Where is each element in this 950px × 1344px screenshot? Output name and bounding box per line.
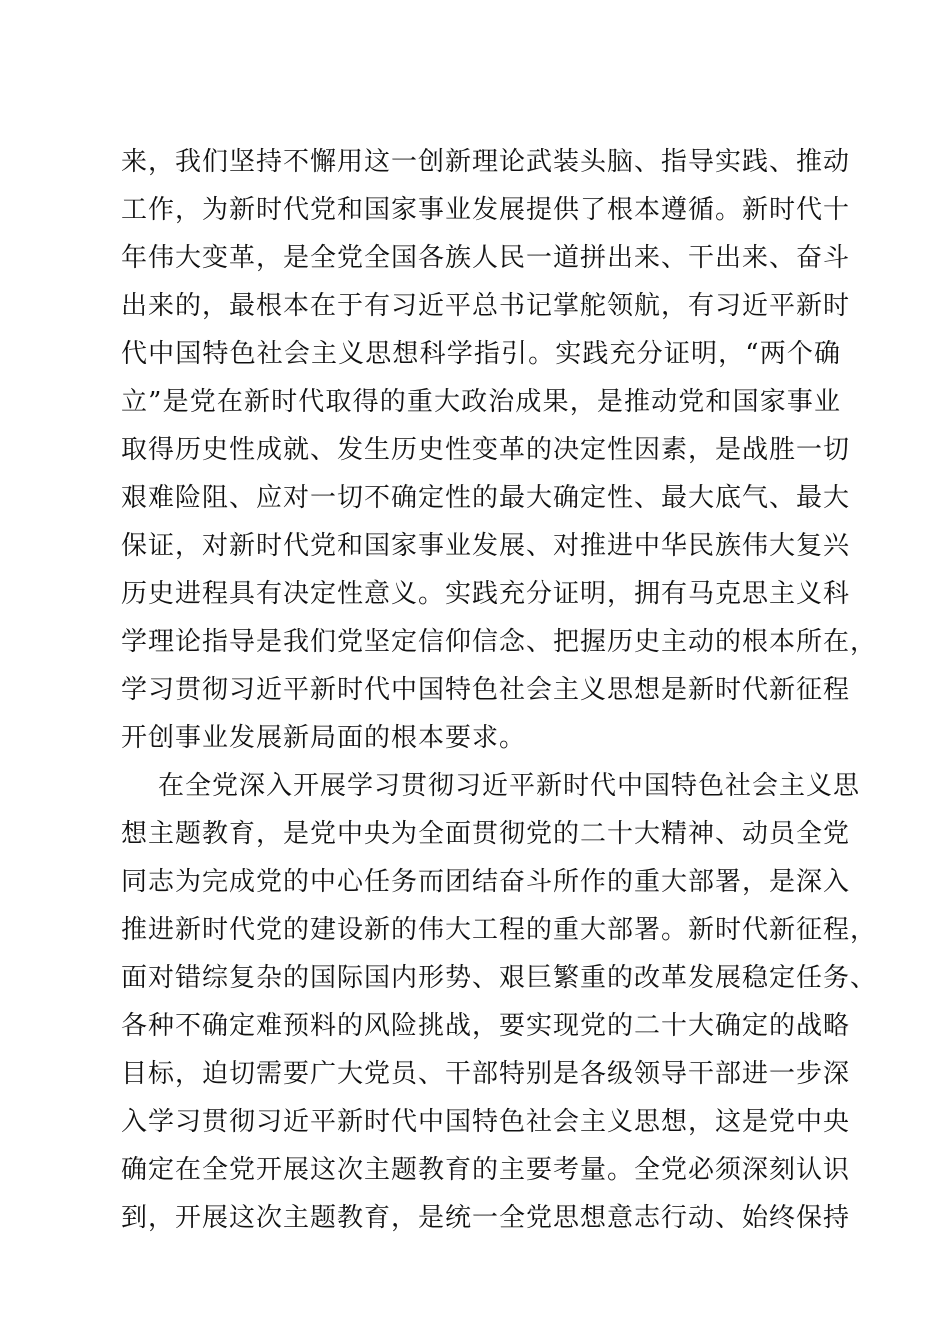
paragraph-line: 入学习贯彻习近平新时代中国特色社会主义思想，这是党中央 <box>121 1107 851 1137</box>
paragraph-line: 来，我们坚持不懈用这一创新理论武装头脑、指导实践、推动 <box>121 147 851 177</box>
paragraph-line: 确定在全党开展这次主题教育的主要考量。全党必须深刻认识 <box>121 1155 851 1185</box>
paragraph-line: 各种不确定难预料的风险挑战，要实现党的二十大确定的战略 <box>121 1011 851 1041</box>
paragraph-line: 学习贯彻习近平新时代中国特色社会主义思想是新时代新征程 <box>121 675 851 705</box>
paragraph-line: 艰难险阻、应对一切不确定性的最大确定性、最大底气、最大 <box>121 483 851 513</box>
paragraph-line: 代中国特色社会主义思想科学指引。实践充分证明，“两个确 <box>121 339 841 369</box>
paragraph-line: 到，开展这次主题教育，是统一全党思想意志行动、始终保持 <box>121 1203 851 1233</box>
paragraph-line: 年伟大变革，是全党全国各族人民一道拼出来、干出来、奋斗 <box>121 243 851 273</box>
paragraph-line: 目标，迫切需要广大党员、干部特别是各级领导干部进一步深 <box>121 1059 851 1089</box>
paragraph-line: 同志为完成党的中心任务而团结奋斗所作的重大部署，是深入 <box>121 867 851 897</box>
paragraph-1 <box>121 138 878 762</box>
paragraph-line: 立”是党在新时代取得的重大政治成果，是推动党和国家事业 <box>121 387 841 417</box>
paragraph-line: 开创事业发展新局面的根本要求。 <box>121 723 527 753</box>
paragraph-line: 历史进程具有决定性意义。实践充分证明，拥有马克思主义科 <box>121 579 851 609</box>
body-text <box>121 138 878 1242</box>
paragraph-line: 面对错综复杂的国际国内形势、艰巨繁重的改革发展稳定任务、 <box>121 963 878 993</box>
paragraph-line: 在全党深入开展学习贯彻习近平新时代中国特色社会主义思 <box>158 771 861 801</box>
paragraph-line: 推进新时代党的建设新的伟大工程的重大部署。新时代新征程， <box>121 915 878 945</box>
paragraph-line: 工作，为新时代党和国家事业发展提供了根本遵循。新时代十 <box>121 195 851 225</box>
paragraph-line: 取得历史性成就、发生历史性变革的决定性因素，是战胜一切 <box>121 435 851 465</box>
paragraph-line: 出来的，最根本在于有习近平总书记掌舵领航，有习近平新时 <box>121 291 851 321</box>
paragraph-line: 保证，对新时代党和国家事业发展、对推进中华民族伟大复兴 <box>121 531 851 561</box>
paragraph-line: 想主题教育，是党中央为全面贯彻党的二十大精神、动员全党 <box>121 819 851 849</box>
paragraph-2 <box>121 762 878 1242</box>
paragraph-line: 学理论指导是我们党坚定信仰信念、把握历史主动的根本所在， <box>121 627 878 657</box>
